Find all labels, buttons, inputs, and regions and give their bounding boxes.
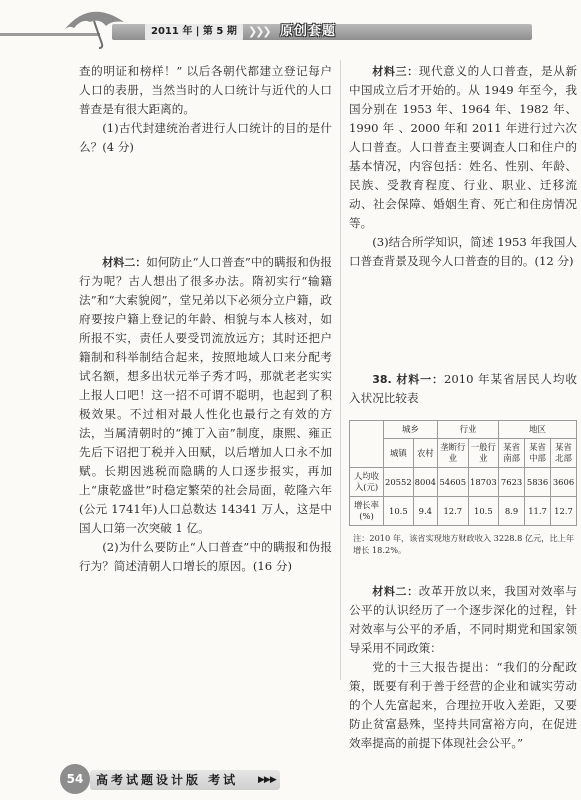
column-header: 城镇 [384,439,414,468]
table-cell: 8004 [413,468,437,497]
answer-space-1 [79,157,332,253]
right-column-lower [349,582,577,753]
footer-arrows-icon: ▶▶▶ [258,775,276,785]
row-header: 增长率(%) [350,497,384,526]
column-header: 某省中部 [525,439,551,468]
right-column [349,62,577,408]
page-number: 54 [60,764,90,794]
question-38-intro [349,370,577,408]
table-cell: 20552 [384,468,414,497]
table-cell: 7623 [499,468,525,497]
material-two [79,253,332,538]
table-cell: 12.7 [551,497,577,526]
table-cell: 12.7 [437,497,468,526]
table-cell: 10.5 [468,497,499,526]
table-row [350,468,577,497]
column-header: 某省南部 [499,439,525,468]
table-group-header-row [350,421,577,439]
material-three-label: 材料三： [372,65,419,78]
footer-title: 高考试题设计版 考试 [96,773,239,787]
table-cell: 5836 [525,468,551,497]
page-footer [0,762,581,800]
column-header: 农村 [413,439,437,468]
question-1: (1)古代封建统治者进行人口统计的目的是什么？(4 分) [79,121,332,154]
section-title: 原创套题 [280,24,337,39]
column-header: 垄断行业 [437,439,468,468]
column-header: 一般行业 [468,439,499,468]
material-three [349,62,577,233]
column-divider [340,60,341,680]
table-cell: 11.7 [525,497,551,526]
left-column [79,62,332,576]
page-header [0,0,581,50]
issue-label: 2011 年 | 第 5 期 [145,24,243,40]
q38-label: 38. 材料一： [372,373,444,386]
material-two-label: 材料二： [102,256,147,269]
umbrella-icon [60,4,130,50]
income-table-wrap [349,420,577,556]
party-report-quote: 党的十三大报告提出：“我们的分配政策，既要有利于善于经营的企业和诚实劳动的个人先富起来，合理拉开收入差距，又要防止贫富悬殊，坚持共同富裕方向，在促进效率提高的前提下体现社会公平。” [349,660,577,750]
material-two-38-label: 材料二： [372,585,419,598]
table-corner-cell [350,421,384,468]
answer-space-3 [349,271,577,370]
question-2: (2)为什么要防止“人口普查”中的瞒报和伪报行为？简述清朝人口增长的原因。(16 分) [79,540,332,573]
group-header: 城乡 [384,421,438,439]
material-two-text: 如何防止“人口普查”中的瞒报和伪报行为呢？古人想出了很多办法。隋初实行“输籍法”和“大索貌阅”，堂兄弟以下必须分立户籍，政府要按户籍上登记的年龄、相貌与本人核对，如所报不实，责任人要受罚流放远方；其时还把户籍制和科举制结合起来，按照地域人口来分配考试名额，想多出状元举子秀才吗，那就老老实实上报人口吧！这一招不可谓不聪明，也起到了积极效果。不过相对最人性化也最行之有效的方法，当属清朝时的“摊丁入亩”制度，康熙、雍正先后下诏把丁税并入田赋，以后增加人口永不加赋。长期因逃税而隐瞒的人口逐步报实，再加上“康乾盛世”时稳定繁荣的社会局面，乾隆六年(公元 1741年)人口总数达 14341 万人，这是中国人口第一次突破 1 亿。 [79,255,333,535]
table-row [350,497,577,526]
table-column-header-row [350,439,577,468]
chevrons-icon: ❯❯❯ [248,25,270,38]
material-three-text: 现代意义的人口普查，是从新中国成立后才开始的。从 1949 年至今，我国分别在 1953 年、1964 年、1982 年、1990 年 、2000 年和 2011 年进行过六次人口普查。人口普查主要调查人口和住户的基本情况，内容包括：姓名、性别、年龄、民族、受教育程度、行业、职业、迁移流动、社会保障、婚姻生育、死亡和住房情况等。 [349,64,577,230]
q38-text: 2010 年某省居民人均收入状况比较表 [349,372,577,405]
table-cell: 9.4 [413,497,437,526]
table-note: 注：2010 年，该省实现地方财政收入 3228.8 亿元，比上年增长 18.2%。 [353,533,575,555]
table-cell: 3606 [551,468,577,497]
table-cell: 10.5 [384,497,414,526]
material-two-38-text: 改革开放以来，我国对效率与公平的认识经历了一个逐步深化的过程，针对效率与公平的矛盾，不同时期党和国家领导采用不同政策： [349,584,577,655]
income-table [349,420,577,526]
row-header: 人均收入(元) [350,468,384,497]
table-cell: 18703 [468,468,499,497]
question-3: (3)结合所学知识，简述 1953 年我国人口普查背景及现今人口普查的目的。(12 分) [349,235,577,268]
material-one-end: 查的明证和榜样！” 以后各朝代都建立登记每户人口的表册，当然当时的人口统计与近代的人口普查是有很大距离的。 [79,64,332,116]
table-cell: 54605 [437,468,468,497]
material-two-38 [349,582,577,658]
group-header: 行业 [437,421,498,439]
table-cell: 8.9 [499,497,525,526]
column-header: 某省北部 [551,439,577,468]
group-header: 地区 [499,421,577,439]
